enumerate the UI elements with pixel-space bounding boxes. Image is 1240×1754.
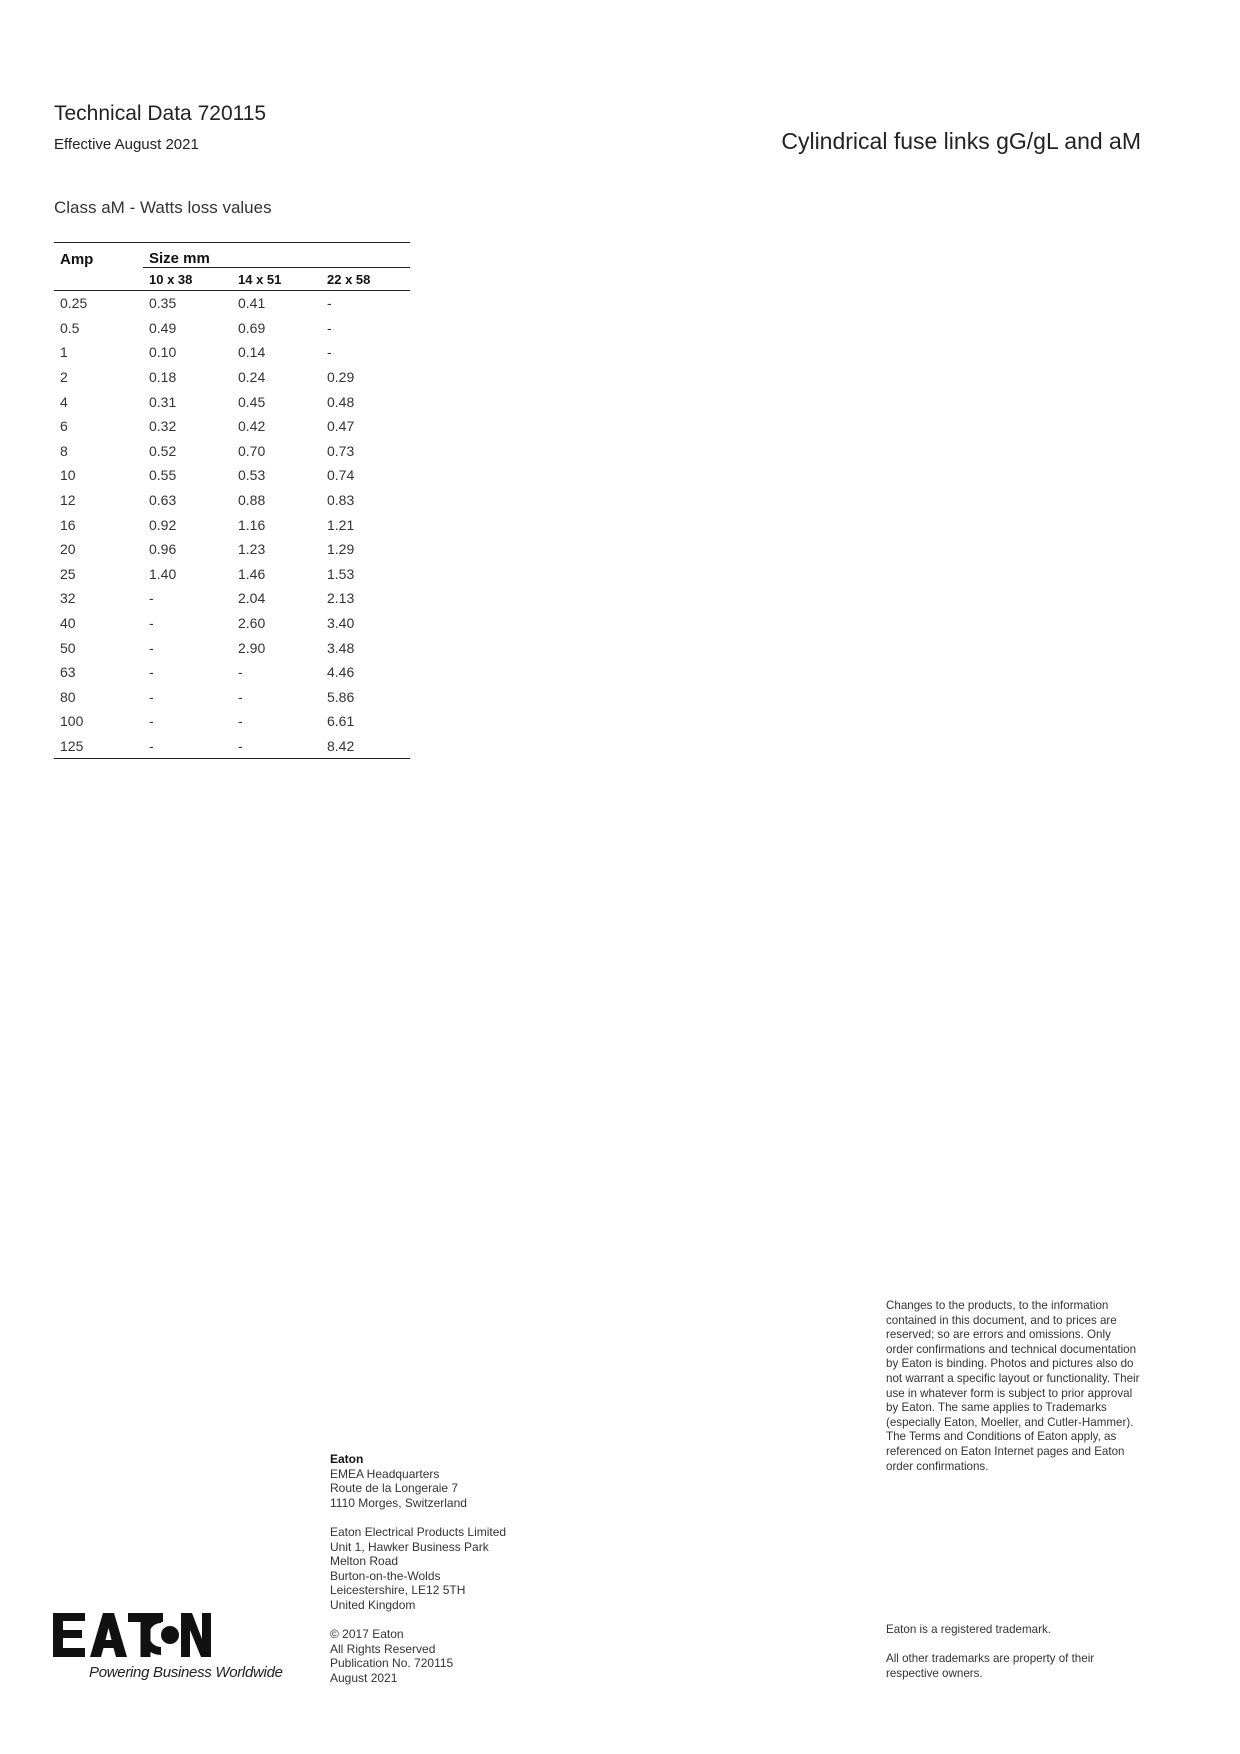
watts-loss-cell: 0.48 <box>327 393 355 410</box>
watts-loss-cell: 6.61 <box>327 713 355 730</box>
watts-loss-cell: 2.90 <box>238 639 266 656</box>
eaton-logo-icon <box>53 1613 211 1657</box>
amp-cell: 0.25 <box>60 295 88 312</box>
watts-loss-cell: 0.63 <box>149 492 177 509</box>
table-row <box>54 734 410 759</box>
watts-loss-cell: 0.49 <box>149 319 177 336</box>
watts-loss-cell: - <box>149 664 154 681</box>
address-line: Unit 1, Hawker Business Park <box>330 1539 489 1554</box>
watts-loss-table <box>54 242 410 759</box>
watts-loss-cell: - <box>327 295 332 312</box>
address-line: Leicestershire, LE12 5TH <box>330 1583 466 1598</box>
table-row <box>54 439 410 464</box>
publication-line: Publication No. 720115 <box>330 1656 454 1671</box>
watts-loss-cell: 0.35 <box>149 295 177 312</box>
watts-loss-cell: 0.70 <box>238 442 266 459</box>
watts-loss-cell: - <box>149 713 154 730</box>
amp-cell: 20 <box>60 541 76 558</box>
document-number: 720115 <box>197 102 267 125</box>
watts-loss-cell: 1.21 <box>327 516 355 533</box>
watts-loss-cell: 0.92 <box>149 516 177 533</box>
size-column-header: Size mm <box>143 243 410 268</box>
publication-line: All Rights Reserved <box>330 1641 436 1656</box>
amp-cell: 32 <box>60 590 76 607</box>
trademark-line: All other trademarks are property of their respective owners. <box>886 1652 1095 1680</box>
address-line: EMEA Headquarters <box>330 1466 440 1481</box>
table-row <box>54 389 410 414</box>
watts-loss-cell: 0.96 <box>149 541 177 558</box>
effective-date: Effective August 2021 <box>54 136 199 153</box>
address-line: Melton Road <box>330 1554 399 1569</box>
watts-loss-cell: 3.48 <box>327 639 355 656</box>
watts-loss-cell: - <box>149 590 154 607</box>
watts-loss-cell: - <box>327 319 332 336</box>
table-row <box>54 488 410 513</box>
watts-loss-cell: - <box>149 688 154 705</box>
amp-cell: 25 <box>60 565 76 582</box>
address-line: Burton-on-the-Wolds <box>330 1568 441 1583</box>
watts-loss-cell: 1.23 <box>238 541 266 558</box>
amp-cell: 125 <box>54 734 143 759</box>
table-row <box>54 685 410 710</box>
size-header-14x51: 14 x 51 <box>232 268 321 291</box>
watts-loss-cell: 3.40 <box>327 615 355 632</box>
watts-loss-cell: 0.42 <box>238 418 266 435</box>
publication-line: August 2021 <box>330 1670 398 1685</box>
table-row <box>54 635 410 660</box>
watts-loss-cell: 0.14 <box>238 344 266 361</box>
amp-cell: 1 <box>60 344 68 361</box>
size-header-10x38: 10 x 38 <box>143 268 232 291</box>
tagline: Powering Business Worldwide <box>89 1664 283 1681</box>
amp-cell: 80 <box>60 688 76 705</box>
amp-cell: 0.5 <box>60 319 80 336</box>
watts-loss-cell: 0.52 <box>149 442 177 459</box>
table-row <box>54 586 410 611</box>
table-row <box>54 562 410 587</box>
watts-loss-cell: - <box>232 734 321 759</box>
watts-loss-cell: 0.45 <box>238 393 266 410</box>
watts-loss-cell: 0.83 <box>327 492 355 509</box>
disclaimer-text: Changes to the products, to the information contained in this document, and to prices are reserved; so are errors and omissions. Only order confirmations and technical documentation by Eaton is binding. Photos and pictures also do not warrant a specific layout or functionality. Their use in whatever form is subject to prior approval by Eaton. The same applies to Trademarks (especially Eaton, Moeller, and Cutler-Hammer). The Terms and Conditions of Eaton apply, as referenced on Eaton Internet pages and Eaton order confirmations. <box>886 1299 1140 1473</box>
watts-loss-cell: 0.31 <box>149 393 177 410</box>
table-body <box>54 291 410 759</box>
section-title: Class aM - Watts loss values <box>54 198 272 217</box>
watts-loss-cell: - <box>149 639 154 656</box>
amp-cell: 50 <box>60 639 76 656</box>
table-row <box>54 291 410 316</box>
watts-loss-cell: 4.46 <box>327 664 355 681</box>
address-line: United Kingdom <box>330 1597 416 1612</box>
table-row <box>54 365 410 390</box>
watts-loss-cell: 8.42 <box>321 734 410 759</box>
watts-loss-cell: - <box>327 344 332 361</box>
company-name: Eaton <box>330 1452 364 1466</box>
trademark-line: Eaton is a registered trademark. <box>886 1623 1051 1636</box>
document-type-title <box>54 102 266 126</box>
watts-loss-cell: 0.47 <box>327 418 355 435</box>
eaton-logo <box>53 1613 267 1657</box>
watts-loss-cell: 0.24 <box>238 369 266 386</box>
watts-loss-cell: 2.13 <box>327 590 355 607</box>
amp-cell: 100 <box>60 713 84 730</box>
watts-loss-cell: 5.86 <box>327 688 355 705</box>
watts-loss-cell: 0.32 <box>149 418 177 435</box>
product-title: Cylindrical fuse links gG/gL and aM <box>781 128 1141 154</box>
watts-loss-cell: 0.18 <box>149 369 177 386</box>
publication-line: © 2017 Eaton <box>330 1627 404 1642</box>
table-row <box>54 316 410 341</box>
table-row <box>54 537 410 562</box>
watts-loss-cell: 1.46 <box>238 565 266 582</box>
watts-loss-cell: 0.69 <box>238 319 266 336</box>
amp-cell: 10 <box>60 467 76 484</box>
amp-cell: 16 <box>60 516 76 533</box>
table-row <box>54 463 410 488</box>
watts-loss-cell: 0.41 <box>238 295 266 312</box>
amp-cell: 8 <box>60 442 68 459</box>
table-row <box>54 414 410 439</box>
table-row <box>54 709 410 734</box>
watts-loss-cell: 0.73 <box>327 442 355 459</box>
document-type-label: Technical Data <box>54 102 192 125</box>
watts-loss-cell: 1.16 <box>238 516 266 533</box>
table-row <box>54 611 410 636</box>
watts-loss-cell: 2.60 <box>238 615 266 632</box>
table-row <box>54 340 410 365</box>
watts-loss-cell: - <box>238 664 243 681</box>
table-row <box>54 512 410 537</box>
watts-loss-cell: 0.88 <box>238 492 266 509</box>
watts-loss-cell: 0.55 <box>149 467 177 484</box>
table-row <box>54 660 410 685</box>
watts-loss-cell: - <box>238 688 243 705</box>
address-block <box>330 1452 590 1686</box>
address-line: Route de la Longeraie 7 <box>330 1481 459 1496</box>
size-header-22x58: 22 x 58 <box>321 268 410 291</box>
watts-loss-cell: - <box>149 615 154 632</box>
watts-loss-cell: - <box>238 713 243 730</box>
amp-cell: 12 <box>60 492 76 509</box>
watts-loss-cell: 1.40 <box>149 565 177 582</box>
watts-loss-cell: 0.10 <box>149 344 177 361</box>
watts-loss-cell: 1.53 <box>327 565 355 582</box>
watts-loss-cell: - <box>143 734 232 759</box>
amp-column-header: Amp <box>54 243 143 268</box>
trademark-notice <box>886 1623 1141 1696</box>
watts-loss-cell: 0.53 <box>238 467 266 484</box>
address-line: Eaton Electrical Products Limited <box>330 1524 507 1539</box>
amp-cell: 6 <box>60 418 68 435</box>
watts-loss-cell: 1.29 <box>327 541 355 558</box>
amp-cell: 4 <box>60 393 68 410</box>
watts-loss-cell: 0.29 <box>327 369 355 386</box>
watts-loss-cell: 0.74 <box>327 467 355 484</box>
amp-cell: 40 <box>60 615 76 632</box>
amp-cell: 63 <box>60 664 76 681</box>
amp-cell: 2 <box>60 369 68 386</box>
address-line: 1110 Morges, Switzerland <box>330 1495 467 1510</box>
amp-subheader-blank <box>54 268 143 291</box>
watts-loss-cell: 2.04 <box>238 590 266 607</box>
